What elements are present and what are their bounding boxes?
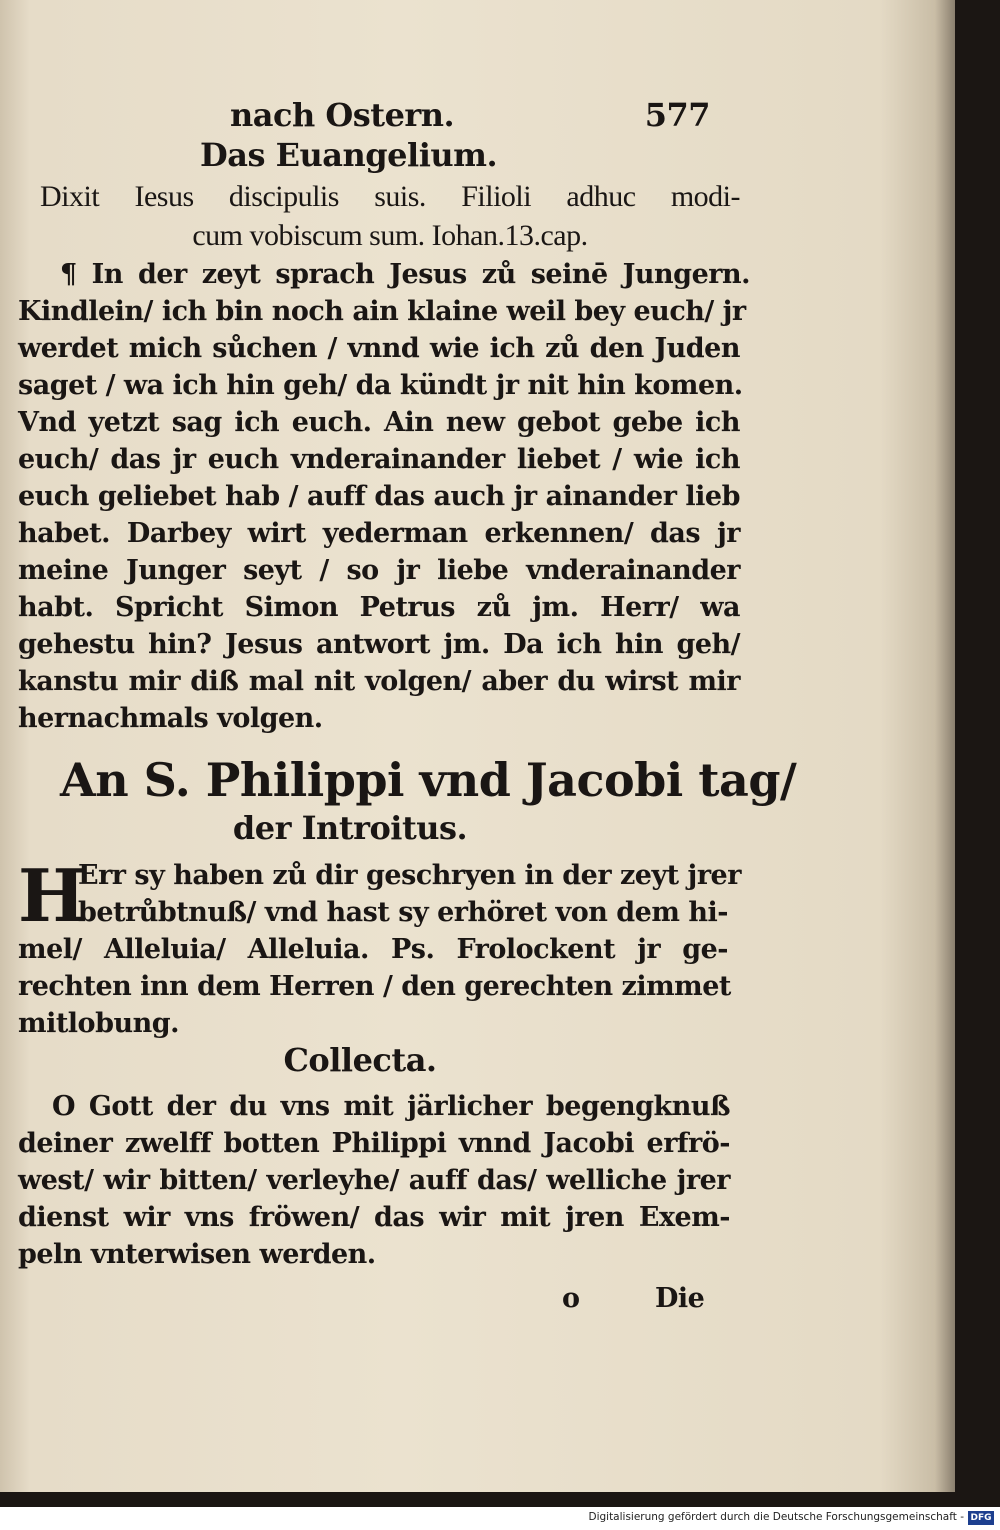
introitus-heading: der Introitus.	[232, 809, 468, 847]
text-line: Err sy haben zů dir geschryen in der zeyt jrer	[78, 860, 741, 891]
page-number: 577	[644, 96, 710, 134]
text-line: betrůbtnuß/ vnd hast sy erhöret von dem hi-	[78, 897, 728, 928]
text-line: habt. Spricht Simon Petrus zů jm. Herr/ wa	[18, 592, 740, 623]
text-line: Vnd yetzt sag ich euch. Ain new gebot gebe ich	[18, 407, 740, 438]
text-line: dienst wir vns fröwen/ das wir mit jren Exem-	[18, 1202, 730, 1233]
text-line: rechten inn dem Herren / den gerechten zimmet	[18, 971, 731, 1002]
text-line: mel/ Alleluia/ Alleluia. Ps. Frolockent jr ge-	[18, 934, 728, 965]
signature-mark: o	[562, 1283, 580, 1314]
text-line: deiner zwelff botten Philippi vnnd Jacobi erfrö-	[18, 1128, 730, 1159]
dfg-logo: DFG	[968, 1511, 994, 1525]
drop-cap: H	[18, 853, 87, 938]
text-line: O Gott der du vns mit järlicher begengknuß	[52, 1091, 730, 1122]
latin-line: Dixit Iesus discipulis suis. Filioli adhuc modi-	[40, 180, 740, 213]
text-line: peln vnterwisen werden.	[18, 1239, 376, 1270]
gospel-title: Das Euangelium.	[200, 136, 498, 174]
text-line: saget / wa ich hin geh/ da kündt jr nit hin komen.	[18, 370, 743, 401]
text-line: werdet mich sůchen / vnnd wie ich zů den Juden	[18, 333, 740, 364]
feast-title: An S. Philippi vnd Jacobi tag/	[60, 753, 797, 807]
text-line: meine Junger seyt / so jr liebe vnderainander	[18, 555, 740, 586]
text-line: hernachmals volgen.	[18, 703, 323, 734]
latin-line: cum vobiscum sum. Iohan.13.cap.	[192, 219, 588, 252]
running-title: nach Ostern.	[230, 96, 455, 134]
funding-credit: Digitalisierung gefördert durch die Deutsche Forschungsgemeinschaft -	[588, 1511, 964, 1523]
collect-title: Collecta.	[283, 1041, 437, 1079]
text-line: ¶ In der zeyt sprach Jesus zů seinē Jungern.	[60, 259, 750, 290]
text-line: west/ wir bitten/ verleyhe/ auff das/ welliche jrer	[18, 1165, 730, 1196]
footer	[0, 1507, 1000, 1530]
text-line: euch geliebet hab / auff das auch jr ainander lieb	[18, 481, 740, 512]
text-line: mitlobung.	[18, 1008, 179, 1039]
text-line: euch/ das jr euch vnderainander liebet / wie ich	[18, 444, 740, 475]
catchword: Die	[655, 1283, 705, 1314]
text-line: gehestu hin? Jesus antwort jm. Da ich hin geh/	[18, 629, 740, 660]
text-line: kanstu mir diß mal nit volgen/ aber du wirst mir	[18, 666, 740, 697]
text-line: habet. Darbey wirt yederman erkennen/ das jr	[18, 518, 740, 549]
text-line: Kindlein/ ich bin noch ain klaine weil bey euch/ jr	[18, 296, 746, 327]
